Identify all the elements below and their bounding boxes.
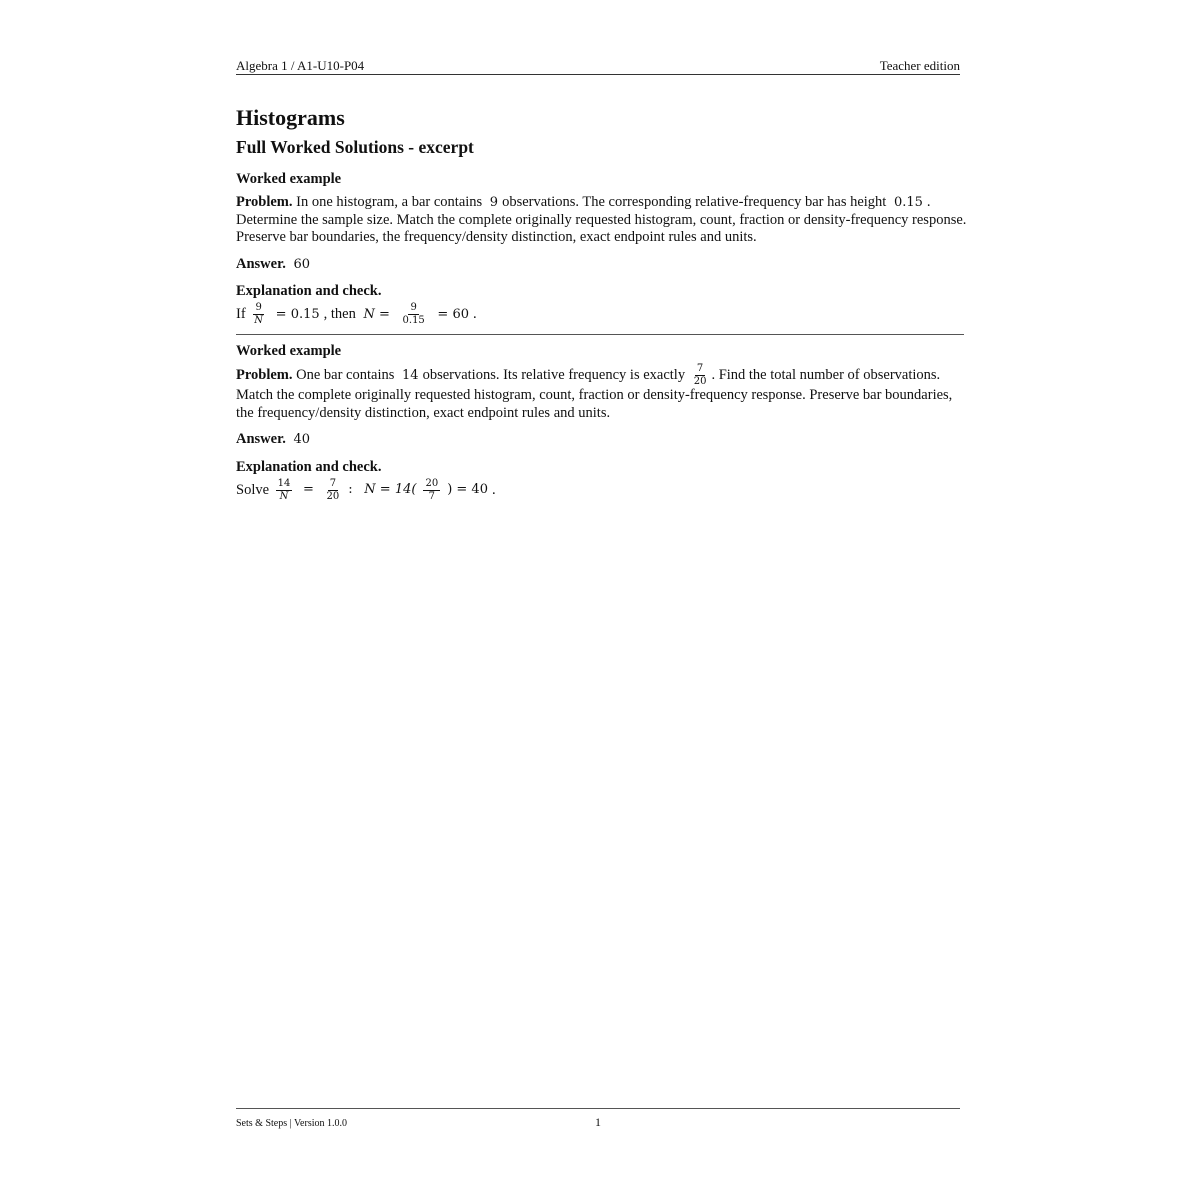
- fraction-numerator: 7: [696, 363, 704, 374]
- fraction-numerator: 7: [329, 477, 337, 489]
- problem-text-part: In one histogram, a bar contains: [296, 194, 483, 210]
- fraction-denominator: 20: [693, 376, 707, 387]
- example-heading: Worked example: [236, 171, 342, 187]
- explanation-heading: Explanation and check.: [236, 458, 382, 475]
- answer-line: [236, 431, 968, 449]
- explanation-text-part: If: [236, 305, 246, 322]
- course-breadcrumb: Algebra 1 / A1-U10-P04: [236, 58, 365, 73]
- fraction-denominator: 20: [326, 490, 340, 502]
- explanation-text: [236, 479, 968, 502]
- page-footer: [236, 1108, 960, 1129]
- fraction-numerator: 20: [425, 477, 439, 489]
- math-expression: = 60: [437, 306, 469, 322]
- math-expression: =: [303, 482, 314, 498]
- fraction: [692, 364, 709, 387]
- problem-text: [236, 194, 968, 247]
- fraction-numerator: 9: [255, 302, 262, 313]
- explanation-text-part: .: [473, 305, 477, 322]
- answer-label: Answer.: [236, 431, 286, 447]
- fraction-denominator: N: [254, 315, 264, 326]
- fraction-denominator: 7: [428, 490, 435, 502]
- fraction: [325, 479, 342, 502]
- answer-line: [236, 256, 968, 274]
- fraction: [401, 303, 427, 326]
- fraction-denominator: N: [279, 490, 289, 502]
- section-divider: [236, 334, 964, 335]
- fraction-denominator: 0.15: [402, 315, 425, 326]
- page-subtitle: Full Worked Solutions - excerpt: [236, 137, 474, 157]
- answer-label: Answer.: [236, 255, 286, 272]
- explanation-text: [236, 303, 968, 326]
- math-value: 0.15: [893, 195, 923, 210]
- example-heading: Worked example: [236, 343, 342, 359]
- main-content: [236, 104, 968, 502]
- problem-text-part: . Find the total number of observations. Match the complete originally requested histogram, count, fraction or density-frequency response. Preserve bar boundaries, the frequency/density distinction, exact endpoint rules and units.: [236, 366, 953, 421]
- answer-value: 40: [293, 432, 310, 447]
- math-expression: :: [348, 482, 353, 498]
- problem-text: [236, 364, 968, 422]
- worked-example-1: [236, 169, 968, 326]
- explanation-text-part: Solve: [236, 481, 270, 498]
- math-value: 14: [402, 367, 419, 383]
- problem-text-part: One bar contains: [296, 366, 395, 383]
- footer-version: Sets & Steps | Version 1.0.0: [236, 1118, 347, 1129]
- page-title: Histograms: [236, 105, 345, 130]
- problem-label: Problem.: [236, 194, 293, 210]
- math-value: 9: [489, 195, 499, 210]
- fraction: [252, 303, 265, 326]
- fraction: [276, 479, 293, 502]
- explanation-heading: Explanation and check.: [236, 283, 382, 299]
- page-number: 1: [595, 1115, 601, 1129]
- math-expression: = 0.15: [275, 306, 320, 322]
- math-expression: N =: [363, 306, 390, 322]
- edition-label: Teacher edition: [879, 58, 960, 73]
- math-expression: N = 14(: [364, 482, 417, 498]
- problem-text-part: observations. Its relative frequency is exactly: [422, 366, 686, 383]
- problem-label: Problem.: [236, 366, 293, 383]
- fraction-numerator: 14: [277, 477, 291, 489]
- page-header: [236, 58, 960, 75]
- math-expression: ) = 40: [447, 482, 488, 498]
- explanation-text-part: .: [491, 481, 496, 498]
- problem-text-part: observations. The corresponding relative-frequency bar has height: [502, 194, 887, 210]
- worked-example-2: [236, 341, 968, 502]
- fraction: [423, 479, 440, 502]
- problem-text-part: . Determine the sample size. Match the complete originally requested histogram, count, fraction or density-frequency response. Preserve bar boundaries, the frequency/density distinction, exact endpoint rules and units.: [236, 194, 967, 245]
- explanation-text-part: , then: [323, 305, 356, 322]
- fraction-numerator: 9: [410, 302, 417, 313]
- answer-value: 60: [293, 256, 310, 272]
